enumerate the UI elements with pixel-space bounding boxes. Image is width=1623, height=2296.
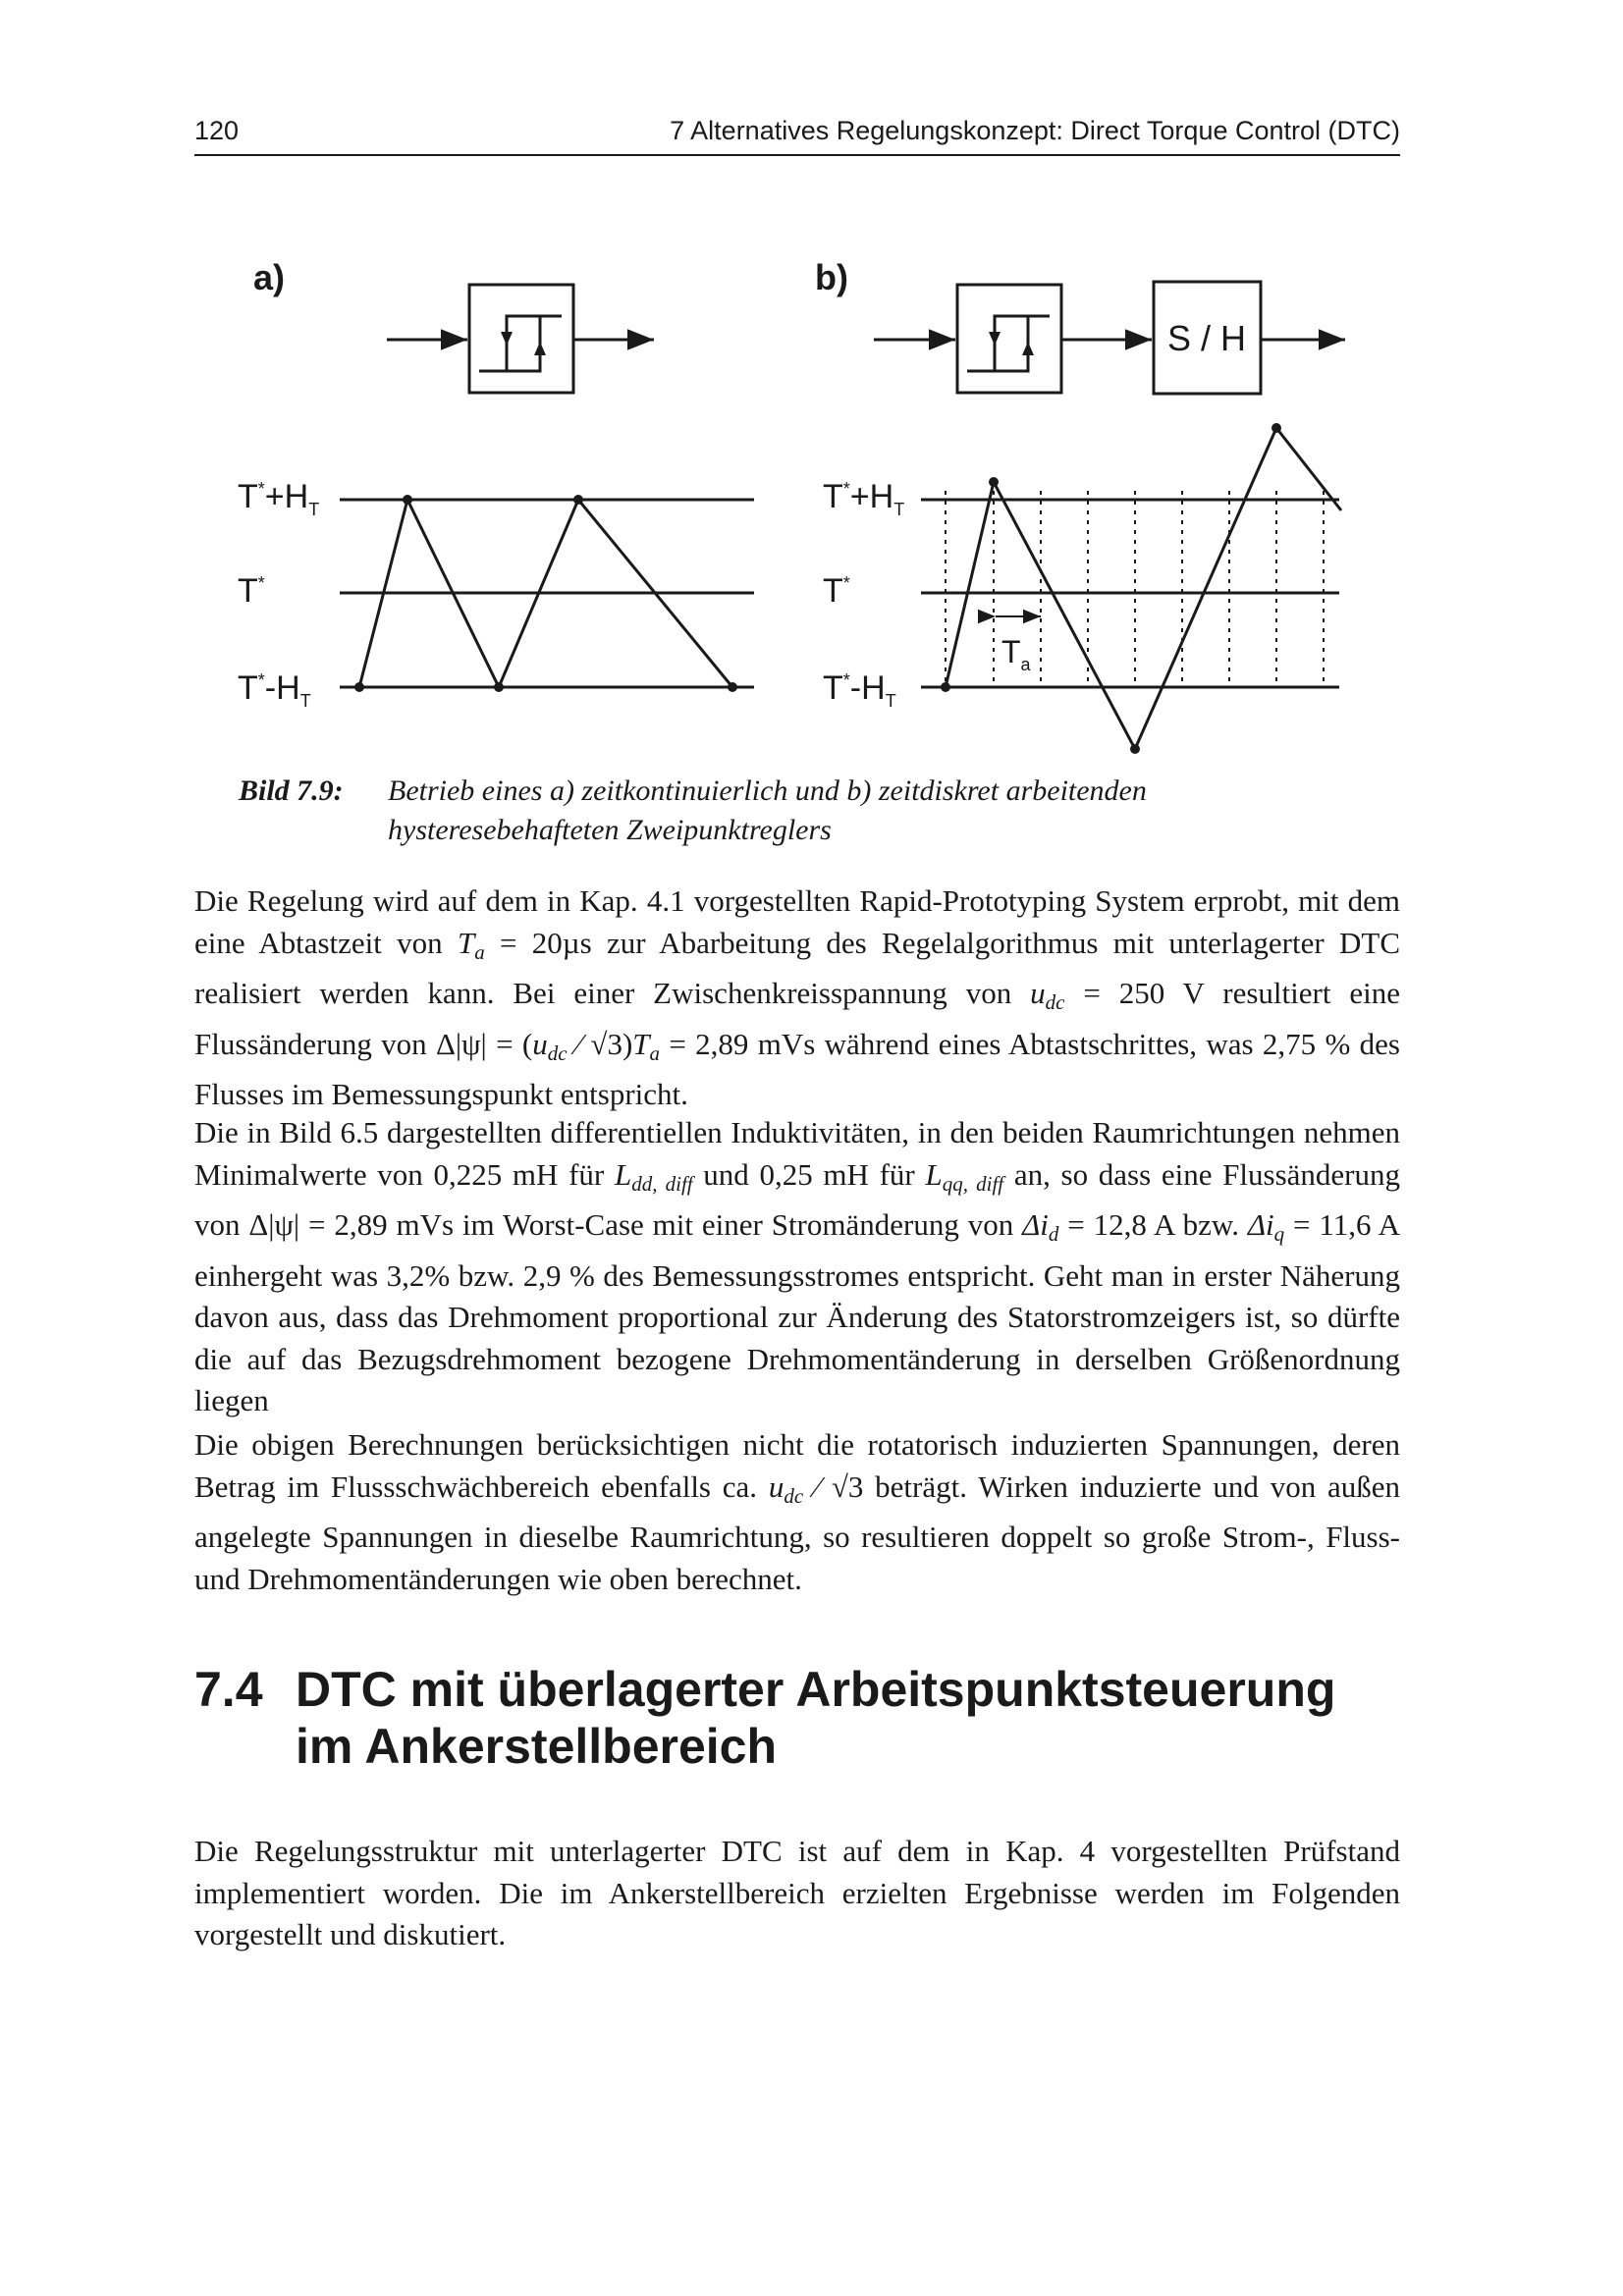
panel-b-blocks <box>815 257 1345 394</box>
hysteresis-block-a <box>469 285 573 393</box>
panel-b-waveform <box>823 423 1341 754</box>
running-head <box>194 116 1400 155</box>
panel-a-block <box>253 257 654 393</box>
level-upper-b: $T^*+H_T$ <box>823 478 905 519</box>
paragraph-1: Die Regelung wird auf dem in Kap. 4.1 vorgestellten Rapid-Prototyping System erprobt, mit dem eine Abtastzeit von $T_a = 20\mu s$ zur Abarbeitung des Regelalgorithmus mit unterlagerter DTC realisiert werden kann. Bei einer Zwischenkreisspannung von $u_{dc} = 250$ V resultiert eine Flussänderung von $\Delta|\psi| = (u_{dc}$ ⁄ $√3)T_a = 2,89$ mVs während eines Abtastschrittes, was 2,75 % des Flusses im Bemessungspunkt entspricht. <box>194 883 1400 1111</box>
caption-label: Bild 7.9: <box>239 774 344 807</box>
panel-b-label: b) <box>815 257 848 297</box>
section-title: DTC mit überlagerter Arbeitspunktsteuerung im Ankerstellbereich <box>296 1662 1336 1774</box>
caption-text: Betrieb eines a) zeitkontinuierlich und b) zeitdiskret arbeitenden hysteresebehafteten Zweipunktreglers <box>388 774 1147 846</box>
panel-a-waveform <box>238 478 754 711</box>
sample-hold-label: S / H <box>1166 318 1247 358</box>
level-lower-b: $T^*-H_T$ <box>823 669 896 711</box>
paragraph-4: Die Regelungsstruktur mit unterlagerter DTC ist auf dem in Kap. 4 vorgestellten Prüfstand implementiert worden. Die im Ankerstellbereich erzielten Ergebnisse werden im Folgenden vorgestellt und diskutiert. <box>194 1834 1400 1951</box>
sample-time-label: $T_a$ <box>1001 634 1031 674</box>
level-upper-a: $T^*+H_T$ <box>238 478 320 519</box>
level-mid-a: T* <box>238 572 265 610</box>
paragraph-3: Die obigen Berechnungen berücksichtigen nicht die rotatorisch induzierten Spannungen, deren Betrag im Flussschwächbereich ebenfalls ca. $u_{dc}$ ⁄ √3 beträgt. Wirken induzierte und von außen angelegte Spannungen in dieselbe Raumrichtung, so resultieren doppelt so große Strom-, Fluss- und Drehmomentänderungen wie oben berechnet. <box>194 1427 1400 1596</box>
paragraph-2: Die in Bild 6.5 dargestellten differentiellen Induktivitäten, in den beiden Raumrichtungen nehmen Minimalwerte von 0,225 mH für $L_{dd, diff}$ und 0,25 mH für $L_{qq, diff}$ an, so dass eine Flussänderung von Δ|ψ| = 2,89 mVs im Worst-Case mit einer Stromänderung von $\Delta i_d = 12,8$ A bzw. $\Delta i_q = 11,6$ A einhergeht was 3,2% bzw. 2,9 % des Bemessungsstromes entspricht. Geht man in erster Näherung davon aus, dass das Drehmoment proportional zur Änderung des Statorstromzeigers ist, so dürfte die auf das Bezugsdrehmoment bezogene Drehmomentänderung in derselben Größenordnung liegen <box>194 1115 1401 1417</box>
hysteresis-block-b <box>957 285 1061 393</box>
header-rule <box>194 154 1400 156</box>
page-number: 120 <box>194 116 240 145</box>
chapter-title: 7 Alternatives Regelungskonzept: Direct Torque Control (DTC) <box>670 116 1400 145</box>
panel-a-label: a) <box>253 257 286 297</box>
level-lower-a: $T^*-H_T$ <box>238 669 311 711</box>
figure-7-9 <box>194 245 1400 775</box>
level-mid-b: T* <box>823 572 850 610</box>
section-number: 7.4 <box>194 1662 263 1717</box>
hysteresis-diagram <box>194 245 1400 775</box>
